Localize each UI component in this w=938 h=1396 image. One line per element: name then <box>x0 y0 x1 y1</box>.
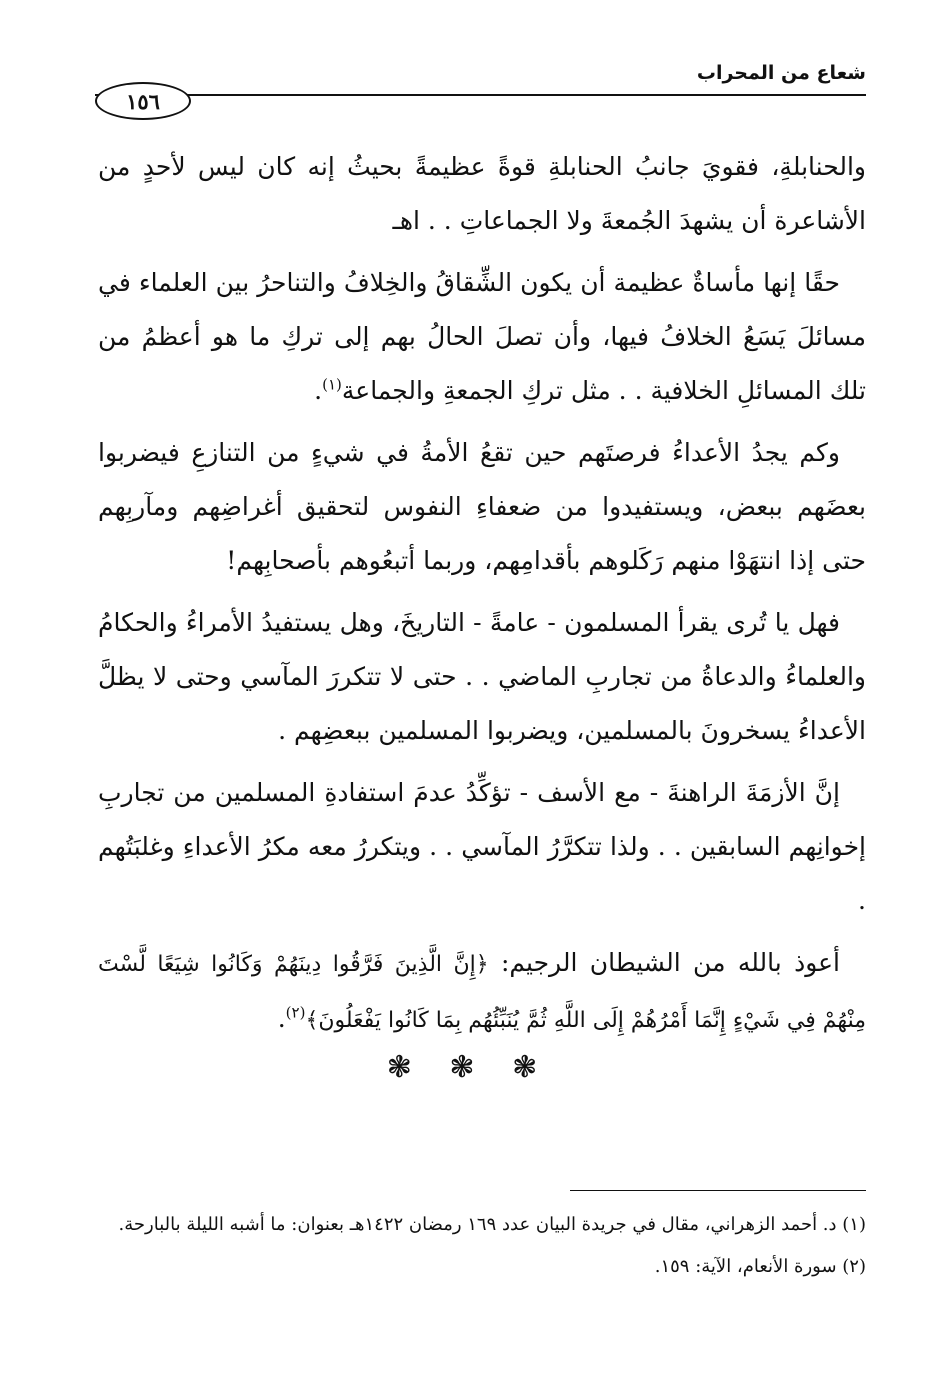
paragraph-5: إنَّ الأزمَةَ الراهنةَ - مع الأسف - تؤكِّدُ عدمَ استفادةِ المسلمين من تجاربِ إخوانِهم السابقين . . ولذا تتكرَّرُ المآسي . . ويتكررُ معه مكرُ الأعداءِ وغلبَتُهم . <box>98 778 866 915</box>
paragraph-2-text: حقًا إنها مأساةٌ عظيمة أن يكون الشِّقاقُ والخِلافُ والتناحرُ بين العلماء في مسائلَ يَسَعُ الخلافُ فيها، وأن تصلَ الحالُ بهم إلى تركِ ما هو أعظمُ من تلك المسائلِ الخلافية . . مثل تركِ الجمعةِ والجماعة <box>98 268 866 405</box>
paragraph-6-end: . <box>277 1004 286 1033</box>
paragraph-1: والحنابلةِ، فقويَ جانبُ الحنابلةِ قوةً عظيمةً بحيثُ إنه كان ليس لأحدٍ من الأشاعرة أن يشهدَ الجُمعةَ ولا الجماعاتِ . . اهـ <box>98 152 866 235</box>
page-number: ١٥٦ <box>95 82 191 120</box>
paragraph-6 <box>98 936 866 1048</box>
footnote-ref-1[interactable]: (١) <box>322 375 342 394</box>
footnotes <box>98 1208 866 1292</box>
footnote-rule <box>570 1190 866 1191</box>
quran-verse: ﴿إِنَّ الَّذِينَ فَرَّقُوا دِينَهُمْ وَكَانُوا شِيَعًا لَّسْتَ مِنْهُمْ فِي شَيْءٍ إِنَّمَا أَمْرُهُمْ إِلَى اللَّهِ ثُمَّ يُنَبِّئُهُم بِمَا كَانُوا يَفْعَلُونَ﴾ <box>98 952 866 1033</box>
paragraph-3: وكم يجدُ الأعداءُ فرصتَهم حين تقعُ الأمةُ في شيءٍ من التنازعِ فيضربوا بعضَهم ببعض، ويستفيدوا من ضعفاءِ النفوس لتحقيق أغراضِهم ومآربِهم حتى إذا انتهَوْا منهم رَكَلوهم بأقدامِهم، وربما أتبعُوهم بأصحابِهم! <box>98 438 866 575</box>
footnote-ref-2[interactable]: (٢) <box>285 1003 306 1022</box>
footnote-1: (١) د. أحمد الزهراني، مقال في جريدة البيان عدد ١٦٩ رمضان ١٤٢٢هـ بعنوان: ما أشبه الليلة بالبارحة. <box>118 1214 866 1235</box>
running-title: شعاع من المحراب <box>696 62 866 84</box>
paragraph-6-intro: أعوذ بالله من الشيطان الرجيم: <box>500 948 840 977</box>
header-rule <box>95 94 866 96</box>
paragraph-4: فهل يا تُرى يقرأ المسلمون - عامةً - التاريخَ، وهل يستفيدُ الأمراءُ والحكامُ والعلماءُ والدعاةُ من تجاربِ الماضي . . حتى لا تتكررَ المآسي وحتى لا يظلَّ الأعداءُ يسخرونَ بالمسلمين، ويضربوا المسلمين ببعضِهم . <box>98 608 866 745</box>
page-body <box>98 140 866 1056</box>
paragraph-2-end: . <box>314 376 323 405</box>
paragraph-2 <box>98 256 866 418</box>
footnote-2: (٢) سورة الأنعام، الآية: ١٥٩. <box>654 1256 866 1277</box>
section-divider-ornament: ❃ ❃ ❃ <box>386 1050 552 1085</box>
